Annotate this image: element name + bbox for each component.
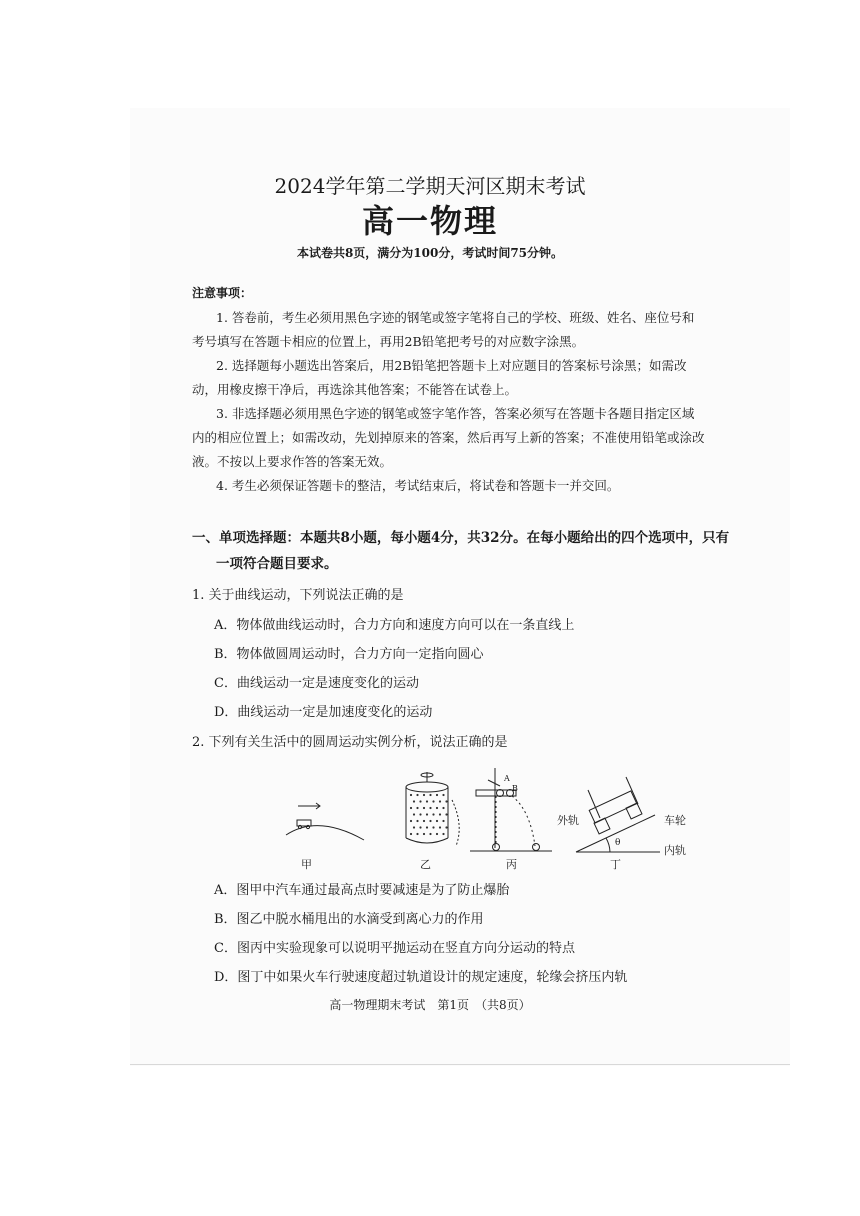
question-2-option-d: D．图丁中如果火车行驶速度超过轨道设计的规定速度，轮缘会挤压内轨 <box>214 970 628 985</box>
question-1-option-c: C．曲线运动一定是速度变化的运动 <box>214 676 419 691</box>
drum-hole <box>426 800 428 802</box>
label-wheel: 车轮 <box>664 814 686 827</box>
notice-line: 液。不按以上要求作答的答案无效。 <box>192 454 393 469</box>
figure-jia-car-hill <box>286 803 364 840</box>
drum-hole <box>442 833 444 835</box>
drum-hole <box>413 800 415 802</box>
label-outer-rail: 外轨 <box>557 814 579 827</box>
drum-hole <box>442 807 444 809</box>
drum-hole <box>410 794 412 796</box>
drum-hole <box>429 807 431 809</box>
question-1-option-a: A．物体做曲线运动时，合力方向和速度方向可以在一条直线上 <box>214 618 575 633</box>
drum-hole <box>442 794 444 796</box>
drum-hole <box>410 807 412 809</box>
drum-hole <box>429 820 431 822</box>
notice-line: 3. 非选择题必须用黑色字迹的钢笔或签字笔作答，答案必须写在答题卡各题目指定区域 <box>216 406 695 421</box>
drum-hole <box>426 813 428 815</box>
subject-title: 高一物理 <box>361 202 498 240</box>
drum-hole <box>445 800 447 802</box>
notice-line: 2. 选择题每小题选出答案后，用2B铅笔把答题卡上对应题目的答案标号涂黑；如需改 <box>216 358 687 373</box>
figure-label-ding: 丁 <box>610 858 621 871</box>
drum-hole <box>436 820 438 822</box>
drum-hole <box>442 820 444 822</box>
drum-hole <box>439 826 441 828</box>
drum-hole <box>416 833 418 835</box>
figure-bing-drop-experiment <box>470 768 552 851</box>
drum-hole <box>423 820 425 822</box>
question-1-option-b: B．物体做圆周运动时，合力方向一定指向圆心 <box>214 647 484 662</box>
question-1-stem: 1. 关于曲线运动，下列说法正确的是 <box>192 588 404 603</box>
drum-hole <box>436 794 438 796</box>
drum-hole <box>419 813 421 815</box>
drum-hole <box>416 807 418 809</box>
drum-hole <box>436 807 438 809</box>
drum-hole <box>419 800 421 802</box>
drum-hole <box>413 813 415 815</box>
notice-line: 考号填写在答题卡相应的位置上，再用2B铅笔把考号的对应数字涂黑。 <box>192 334 585 349</box>
drum-hole <box>445 826 447 828</box>
figure-yi-dryer <box>406 772 459 846</box>
question-2-option-c: C．图丙中实验现象可以说明平抛运动在竖直方向分运动的特点 <box>214 941 575 956</box>
drum-hole <box>439 800 441 802</box>
drum-hole <box>416 820 418 822</box>
label-theta: θ <box>615 838 621 848</box>
figure-label-yi: 乙 <box>420 858 431 871</box>
exam-subtitle: 本试卷共8页，满分为100分，考试时间75分钟。 <box>296 246 564 260</box>
notice-heading: 注意事项： <box>192 286 253 300</box>
drum-hole <box>410 833 412 835</box>
drum-hole <box>436 833 438 835</box>
drum-hole <box>429 833 431 835</box>
section-heading: 一、单项选择题：本题共8小题，每小题4分，共32分。在每小题给出的四个选项中，只有 <box>192 530 730 546</box>
drum-hole <box>439 813 441 815</box>
drum-hole <box>416 794 418 796</box>
drum-hole <box>413 826 415 828</box>
drum-hole <box>429 794 431 796</box>
drum-hole <box>423 807 425 809</box>
question-2-option-a: A．图甲中汽车通过最高点时要减速是为了防止爆胎 <box>214 883 510 898</box>
question-1-option-d: D．曲线运动一定是加速度变化的运动 <box>214 705 433 720</box>
question-2-stem: 2. 下列有关生活中的圆周运动实例分析，说法正确的是 <box>192 735 508 750</box>
notice-line: 内的相应位置上；如需改动，先划掉原来的答案，然后再写上新的答案；不准使用铅笔或涂改 <box>192 430 705 445</box>
drum-hole <box>432 826 434 828</box>
section-heading-cont: 一项符合题目要求。 <box>216 556 338 572</box>
notice-line: 动，用橡皮擦干净后，再选涂其他答案；不能答在试卷上。 <box>192 382 518 397</box>
exam-title: 2024学年第二学期天河区期末考试 <box>274 174 586 198</box>
drum-hole <box>426 826 428 828</box>
drum-hole <box>423 794 425 796</box>
label-inner-rail: 内轨 <box>664 844 686 857</box>
drum-hole <box>410 820 412 822</box>
question-2-option-b: B．图乙中脱水桶甩出的水滴受到离心力的作用 <box>214 912 484 927</box>
label-ball-b: B <box>512 784 518 793</box>
drum-hole <box>419 826 421 828</box>
figure-label-jia: 甲 <box>301 858 312 871</box>
drum-hole <box>432 813 434 815</box>
drum-hole <box>423 833 425 835</box>
drum-hole <box>445 813 447 815</box>
drum-hole <box>432 800 434 802</box>
notice-line: 4. 考生必须保证答题卡的整洁，考试结束后，将试卷和答题卡一并交回。 <box>216 478 620 493</box>
label-ball-a: A <box>504 774 510 783</box>
page-footer: 高一物理期末考试 第1页 （共8页） <box>329 998 531 1012</box>
notice-line: 1. 答卷前，考生必须用黑色字迹的钢笔或签字笔将自己的学校、班级、姓名、座位号和 <box>216 310 695 325</box>
figure-label-bing: 丙 <box>506 858 517 871</box>
